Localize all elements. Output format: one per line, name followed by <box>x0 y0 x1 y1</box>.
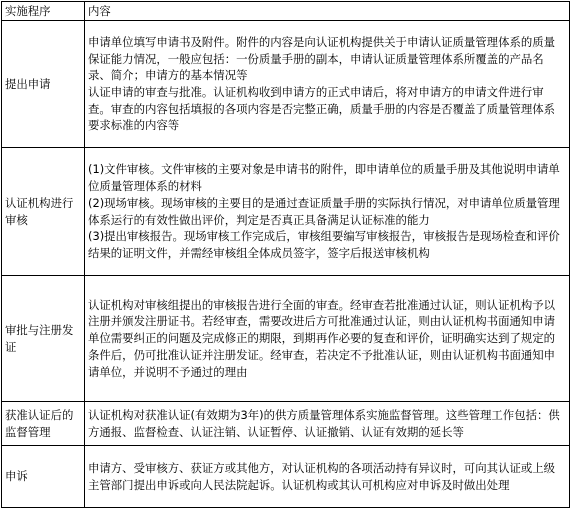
content-paragraph: (1)文件审核。文件审核的主要对象是申请书的附件，即申请单位的质量手册及其他说明申请单位质量管理体系的材料 <box>88 162 560 194</box>
table-row <box>2 446 570 508</box>
step-cell: 审批与注册发证 <box>2 276 85 402</box>
content-paragraph: (2)现场审核。现场审核的主要目的是通过查证质量手册的实际执行情况，对申请单位质量管理体系运行的有效性做出评价，判定是否真正具备满足认证标准的能力 <box>88 195 560 227</box>
table-row <box>2 21 570 148</box>
header-step: 实施程序 <box>2 2 85 21</box>
table-row <box>2 402 570 446</box>
step-cell: 提出申请 <box>2 21 85 148</box>
content-paragraph: 认证机构对获准认证(有效期为3年)的供方质量管理体系实施监督管理。这些管理工作包括：供方通报、监督检查、认证注销、认证暂停、认证撤销、认证有效期的延长等 <box>88 407 560 439</box>
content-cell <box>85 148 570 276</box>
header-content: 内容 <box>85 2 570 21</box>
content-cell <box>85 446 570 508</box>
content-paragraph: (3)提出审核报告。现场审核工作完成后，审核组要编写审核报告，审核报告是现场检查和评价结果的证明文件，并需经审核组全体成员签字，签字后报送审核机构 <box>88 229 560 260</box>
step-cell: 获准认证后的监督管理 <box>2 402 85 446</box>
content-paragraph: 申请方、受审核方、获证方或其他方，对认证机构的各项活动持有异议时，可向其认证或上级主管部门提出申诉或向人民法院起诉。认证机构或其认可机构应对申诉及时做出处理 <box>88 460 556 492</box>
table-row <box>2 148 570 276</box>
step-cell: 认证机构进行审核 <box>2 148 85 276</box>
header-row <box>2 2 570 21</box>
content-cell <box>85 402 570 446</box>
content-paragraph: 认证申请的审查与批准。认证机构收到申请方的正式申请后，将对申请方的申请文件进行审查。审查的内容包括填报的各项内容是否完整正确，质量手册的内容是否覆盖了质量管理体系要求标准的内容等 <box>88 85 556 133</box>
content-cell <box>85 21 570 148</box>
content-paragraph: 认证机构对审核组提出的审核报告进行全面的审查。经审查若批准通过认证，则认证机构予以注册并颁发注册证书。若经审查，需要改进后方可批准通过认证，则由认证机构书面通知申请单位需要纠正的问题及完成修正的期限，到期再作必要的复查和评价，证明确实达到了规定的条件后，仍可批准认证并注册发证。经审查，若决定不予批准认证，则由认证机构书面通知申请单位，并说明不予通过的理由 <box>88 297 556 379</box>
table-row <box>2 276 570 402</box>
content-paragraph: 申请单位填写申请书及附件。附件的内容是向认证机构提供关于申请认证质量管理体系的质量保证能力情况，一般应包括：一份质量手册的副本，申请认证质量管理体系所覆盖的产品名录、简介；申请方的基本情况等 <box>88 34 556 83</box>
certification-procedure-table <box>1 1 570 508</box>
content-cell <box>85 276 570 402</box>
step-cell: 申诉 <box>2 446 85 508</box>
